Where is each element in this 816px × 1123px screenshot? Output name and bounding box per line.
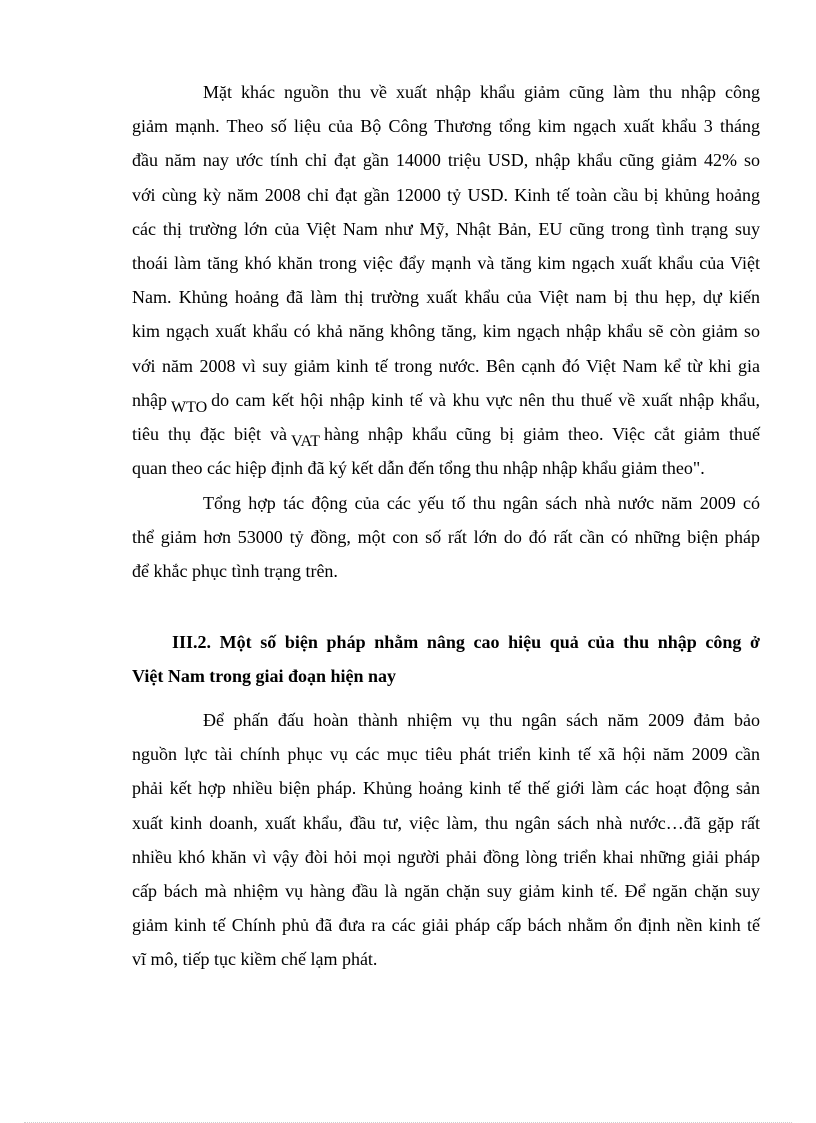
text-line: giảm kinh tế Chính phủ đã đưa ra các giải pháp cấp bách nhằm ổn định nền kinh tế — [132, 915, 760, 936]
paragraph-measures — [132, 703, 760, 977]
text-line — [132, 417, 760, 451]
text-line: đầu năm nay ước tính chỉ đạt gần 14000 triệu USD, nhập khẩu cũng giảm 42% so — [132, 150, 760, 171]
text-line — [132, 383, 760, 417]
text-fragment: tiêu thụ đặc biệt và — [132, 423, 287, 444]
text-line: Nam. Khủng hoảng đã làm thị trường xuất khẩu của Việt nam bị thu hẹp, dự kiến — [132, 287, 760, 308]
text-line: quan theo các hiệp định đã ký kết dẫn đến tổng thu nhập nhập khẩu giảm theo". — [132, 458, 705, 479]
text-line: nhiều khó khăn vì vậy đòi hỏi mọi người phải đồng lòng triển khai những giải pháp — [132, 846, 760, 867]
text-line: nguồn lực tài chính phục vụ các mục tiêu phát triển kinh tế xã hội năm 2009 cần — [132, 744, 760, 765]
text-fragment: do cam kết hội nhập kinh tế và khu vực nên thu thuế về xuất nhập khẩu, — [211, 389, 760, 410]
text-line: các thị trường lớn của Việt Nam như Mỹ, Nhật Bản, EU cũng trong tình trạng suy — [132, 218, 760, 239]
text-line: kim ngạch xuất khẩu có khả năng không tăng, kim ngạch nhập khẩu sẽ còn giảm so — [132, 321, 760, 342]
wto-abbreviation: WTO — [171, 398, 208, 416]
text-line: để khắc phục tình trạng trên. — [132, 561, 338, 582]
section-heading — [132, 625, 760, 693]
text-line: thoái làm tăng khó khăn trong việc đẩy mạnh và tăng kim ngạch xuất khẩu của Việt — [132, 252, 760, 273]
text-line: với cùng kỳ năm 2008 chỉ đạt gần 12000 tỷ USD. Kinh tế toàn cầu bị khủng hoảng — [132, 184, 760, 205]
vat-abbreviation: VAT — [290, 432, 321, 450]
paragraph-export-import-revenue — [132, 75, 760, 485]
text-line: giảm mạnh. Theo số liệu của Bộ Công Thương tổng kim ngạch xuất khẩu 3 tháng — [132, 116, 760, 137]
text-line: Để phấn đấu hoàn thành nhiệm vụ thu ngân sách năm 2009 đảm bảo — [203, 710, 760, 730]
text-line: vĩ mô, tiếp tục kiềm chế lạm phát. — [132, 949, 378, 970]
text-fragment: hàng nhập khẩu cũng bị giảm theo. Việc cắt giảm thuế — [324, 423, 760, 444]
paragraph-budget-impact — [132, 486, 760, 589]
text-line: Mặt khác nguồn thu về xuất nhập khẩu giảm cũng làm thu nhập công — [203, 82, 760, 102]
text-line: Tổng hợp tác động của các yếu tố thu ngân sách nhà nước năm 2009 có — [203, 493, 760, 513]
heading-line: III.2. Một số biện pháp nhằm nâng cao hiệu quả của thu nhập công ở — [172, 632, 760, 652]
text-line: với năm 2008 vì suy giảm kinh tế trong nước. Bên cạnh đó Việt Nam kể từ khi gia — [132, 355, 760, 376]
text-line: phải kết hợp nhiều biện pháp. Khủng hoảng kinh tế thế giới làm các hoạt động sản — [132, 778, 760, 799]
text-fragment: nhập — [132, 389, 167, 410]
text-line: cấp bách mà nhiệm vụ hàng đầu là ngăn chặn suy giảm kinh tế. Để ngăn chặn suy — [132, 880, 760, 901]
heading-line: Việt Nam trong giai đoạn hiện nay — [132, 666, 397, 687]
text-line: thể giảm hơn 53000 tỷ đồng, một con số rất lớn do đó rất cần có những biện pháp — [132, 527, 760, 548]
text-line: xuất kinh doanh, xuất khẩu, đầu tư, việc làm, thu ngân sách nhà nước…đã gặp rất — [132, 812, 760, 833]
